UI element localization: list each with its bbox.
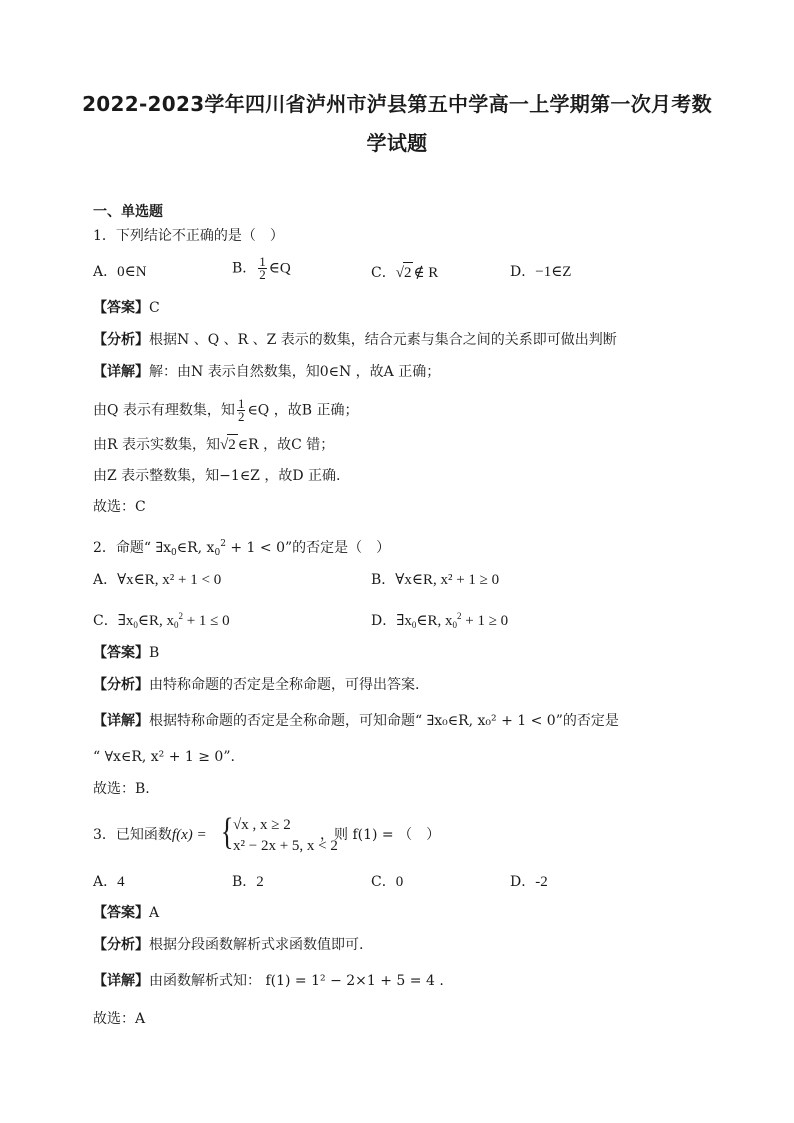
sqrt-radicand: 2 xyxy=(403,262,414,283)
answer-value: B xyxy=(149,645,160,661)
fraction xyxy=(237,398,246,423)
q1-detail-3 xyxy=(93,434,334,455)
stem-text: 3．已知函数 xyxy=(93,827,172,843)
option-math: ∈Q xyxy=(268,260,291,277)
q3-option-b xyxy=(232,872,264,892)
option-letter: A． xyxy=(93,572,118,588)
option-math: ∃x xyxy=(117,613,134,629)
option-letter: C． xyxy=(371,265,396,281)
subscript: 0 xyxy=(214,548,221,558)
option-letter: B． xyxy=(232,260,257,277)
answer-label: 【答案】 xyxy=(93,645,149,661)
stem-text: ∈R, x xyxy=(176,540,215,556)
function-name: f(x) = xyxy=(171,827,207,843)
option-math: + 1 ≤ 0 xyxy=(182,613,230,629)
option-letter: A． xyxy=(93,874,118,890)
section-heading: 一、单选题 xyxy=(93,204,163,220)
q2-detail-1 xyxy=(93,711,619,731)
option-math: ∈R, x xyxy=(137,613,174,629)
q3-case-1: √x , x ≥ 2 xyxy=(233,817,291,833)
answer-value: A xyxy=(149,905,160,921)
detail-text: ∈R ，故C 错； xyxy=(237,437,335,453)
option-math: 2 xyxy=(256,874,264,890)
option-math: ∉ R xyxy=(413,265,439,281)
fraction-numerator: 1 xyxy=(237,396,245,411)
q3-stem xyxy=(93,825,207,845)
superscript: 2 xyxy=(178,611,183,621)
q1-detail-2 xyxy=(93,398,358,423)
stem-text: + 1 < 0”的否定是（ ） xyxy=(225,540,391,556)
option-letter: D． xyxy=(510,264,536,280)
option-math: ∈R, x xyxy=(416,613,453,629)
option-math: 0∈N xyxy=(117,264,147,280)
option-math: 0 xyxy=(395,874,404,890)
stem-text: 2．命题“ ∃x xyxy=(93,540,172,556)
fraction-denominator: 2 xyxy=(259,267,266,282)
detail-label: 【详解】 xyxy=(93,364,149,380)
option-math: ∀x∈R, x² + 1 < 0 xyxy=(117,572,222,588)
q2-option-c xyxy=(93,606,230,635)
analysis-text: 根据N 、Q 、R 、Z 表示的数集，结合元素与集合之间的关系即可做出判断 xyxy=(149,332,617,348)
q3-option-d xyxy=(510,872,548,892)
option-letter: B． xyxy=(232,874,257,890)
piecewise-brace-icon: { xyxy=(220,811,234,853)
option-math: + 1 ≥ 0 xyxy=(461,613,509,629)
option-letter: C． xyxy=(371,874,396,890)
q2-answer xyxy=(93,643,159,663)
q1-analysis xyxy=(93,330,617,350)
conclusion-label: 故选： xyxy=(93,1011,135,1027)
subscript: 0 xyxy=(133,620,138,630)
q2-analysis xyxy=(93,675,419,695)
option-letter: D． xyxy=(510,874,536,890)
q1-option-b xyxy=(232,256,291,281)
analysis-label: 【分析】 xyxy=(93,332,149,348)
fraction-denominator: 2 xyxy=(237,409,245,424)
q1-option-c xyxy=(371,262,438,283)
q1-answer xyxy=(93,298,160,318)
option-letter: B． xyxy=(371,572,396,588)
answer-value: C xyxy=(149,300,160,316)
answer-label: 【答案】 xyxy=(93,905,149,921)
conclusion-value: B. xyxy=(135,781,150,797)
detail-text: 由R 表示实数集，知 xyxy=(93,437,220,453)
superscript: 2 xyxy=(220,539,226,549)
analysis-label: 【分析】 xyxy=(93,937,149,953)
subscript: 0 xyxy=(171,548,177,558)
sqrt-sign-icon: √ xyxy=(395,265,404,281)
fraction-numerator: 1 xyxy=(259,254,266,269)
detail-text: 解：由N 表示自然数集，知0∈N ，故A 正确； xyxy=(149,364,441,380)
q2-stem xyxy=(93,534,390,563)
q2-conclusion xyxy=(93,779,150,799)
option-math: ∃x xyxy=(396,613,412,629)
superscript: 2 xyxy=(456,611,462,621)
q3-stem-tail: ，则 f(1) = （ ） xyxy=(320,827,441,843)
q3-option-c xyxy=(371,872,403,892)
option-letter: D． xyxy=(371,613,397,629)
q1-option-a xyxy=(93,262,147,282)
q3-conclusion xyxy=(93,1009,145,1029)
option-math: 4 xyxy=(117,874,125,890)
option-math: -2 xyxy=(535,874,548,890)
conclusion-value: A xyxy=(135,1011,146,1027)
analysis-text: 根据分段函数解析式求函数值即可. xyxy=(149,937,364,953)
answer-label: 【答案】 xyxy=(93,300,149,316)
q3-analysis xyxy=(93,935,363,955)
q3-answer xyxy=(93,903,159,923)
option-letter: C． xyxy=(93,613,118,629)
detail-text: 由Q 表示有理数集，知 xyxy=(93,402,235,419)
q1-option-d xyxy=(510,262,571,282)
option-math: ∀x∈R, x² + 1 ≥ 0 xyxy=(395,572,500,588)
sqrt-radicand: 2 xyxy=(227,434,238,455)
fraction xyxy=(258,256,267,281)
q2-option-b xyxy=(371,570,499,590)
subscript: 0 xyxy=(411,620,417,630)
q3-detail xyxy=(93,971,444,991)
sqrt-sign-icon: √ xyxy=(220,437,229,453)
q2-option-d xyxy=(371,606,508,635)
option-letter: A． xyxy=(93,264,118,280)
q1-stem: 1．下列结论不正确的是（ ） xyxy=(93,228,284,244)
q2-option-a xyxy=(93,570,221,590)
q2-detail-2: “ ∀x∈R, x² + 1 ≥ 0”. xyxy=(93,749,235,765)
analysis-label: 【分析】 xyxy=(93,677,149,693)
q1-conclusion xyxy=(93,497,146,517)
analysis-text: 由特称命题的否定是全称命题，可得出答案. xyxy=(149,677,420,693)
option-math: −1∈Z xyxy=(535,264,572,280)
q1-detail-4: 由Z 表示整数集，知−1∈Z ，故D 正确. xyxy=(93,468,341,484)
q3-option-a xyxy=(93,872,125,892)
conclusion-value: C xyxy=(135,499,146,515)
page-title-line2: 学试题 xyxy=(366,131,428,155)
detail-text: 根据特称命题的否定是全称命题，可知命题“ ∃x₀∈R, x₀² + 1 < 0”的否定是 xyxy=(149,713,619,729)
subscript: 0 xyxy=(452,620,457,630)
detail-label: 【详解】 xyxy=(93,973,149,989)
detail-label: 【详解】 xyxy=(93,713,149,729)
conclusion-label: 故选： xyxy=(93,499,135,515)
q1-detail-1 xyxy=(93,362,440,382)
detail-text: 由函数解析式知： f(1) = 1² − 2×1 + 5 = 4 . xyxy=(149,973,444,989)
page-title-line1: 2022-2023学年四川省泸州市泸县第五中学高一上学期第一次月考数 xyxy=(82,92,712,116)
detail-text: ∈Q ，故B 正确； xyxy=(247,402,359,419)
q3-case-2: x² − 2x + 5, x < 2 xyxy=(233,838,338,854)
subscript: 0 xyxy=(173,620,179,630)
conclusion-label: 故选： xyxy=(93,781,135,797)
